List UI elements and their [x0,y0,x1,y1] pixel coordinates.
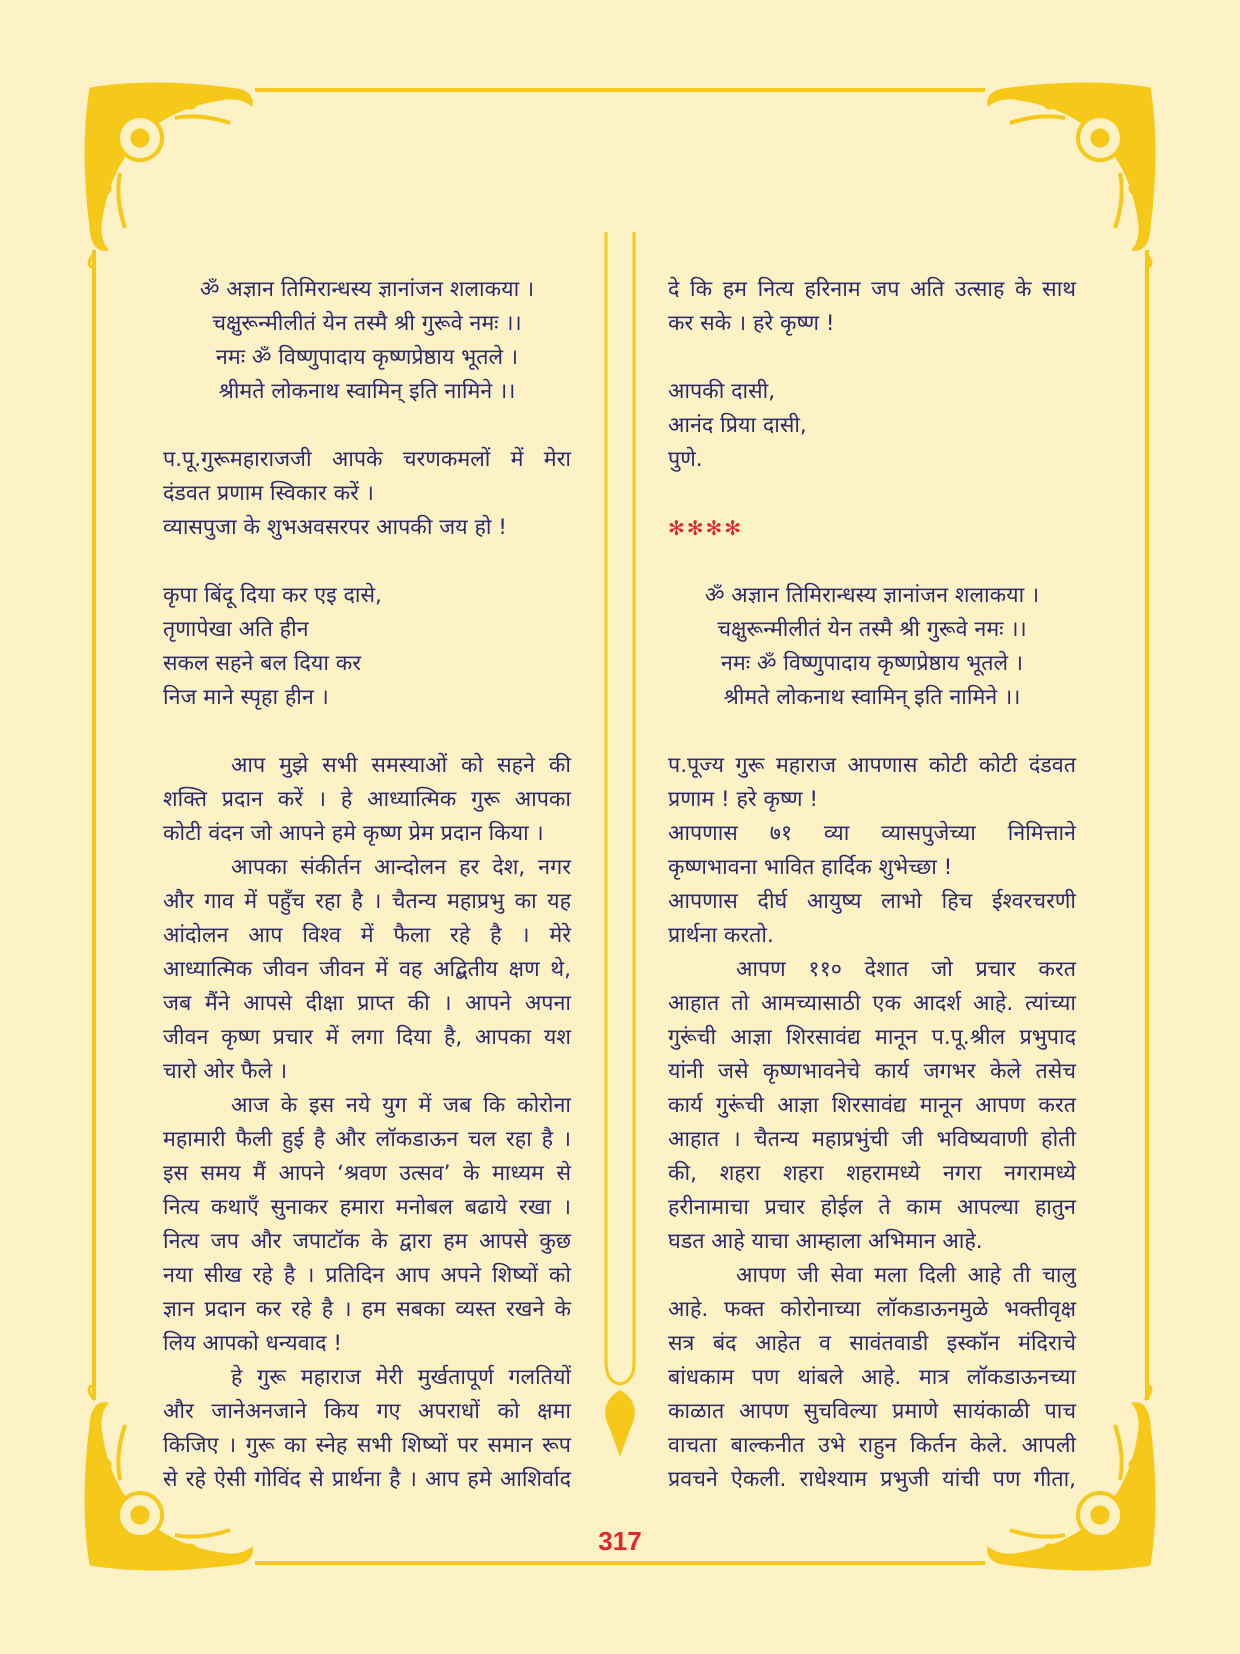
text-line: यांनी जसे कृष्णभावनेचे कार्य जगभर केले तसेच [668,1059,1076,1084]
shloka-verse [668,579,1076,715]
paragraph [163,1089,571,1361]
text-line: और जानेअनजाने किय गए अपराधों को क्षमा [163,1399,571,1424]
text-line: महामारी फैली हुई है और लॉकडाऊन चल रहा है । [163,1127,571,1152]
text-line: आपणास दीर्घ आयुष्य लाभो हिच ईश्वरचरणी [668,889,1076,914]
blank-line [668,477,1076,511]
blank-line [668,341,1076,375]
text-line: की, शहरा शहरा शहरामध्ये नगरा नगरामध्ये [668,1161,1076,1186]
text-line: आपकी दासी, [668,379,776,404]
text-line: आपण जी सेवा मला दिली आहे ती चालु [736,1263,1076,1288]
paragraph [668,749,1076,817]
top-border-line [255,88,985,92]
verse-block [163,579,571,715]
text-line: प्रणाम ! हरे कृष्ण ! [668,787,818,812]
blank-line [668,715,1076,749]
text-line: सत्र बंद आहेत व सावंतवाडी इस्कॉन मंदिराचे [668,1331,1076,1356]
text-line: ज्ञान प्रदान कर रहे है । हम सबका व्यस्त रखने के [163,1297,571,1322]
text-line: नित्य जप और जपाटॉक के द्वारा हम आपसे कुछ [163,1229,571,1254]
paragraph [668,885,1076,953]
text-line: आपका संकीर्तन आन्दोलन हर देश, नगर [231,855,571,880]
text-line: घडत आहे याचा आम्हाला अभिमान आहे. [668,1229,983,1254]
text-line: आपण ११० देशात जो प्रचार करत [736,957,1076,982]
text-line: हे गुरू महाराज मेरी मुर्खतापूर्ण गलतियों [231,1365,571,1390]
text-line: बांधकाम पण थांबले आहे. मात्र लॉकडाऊनच्या [668,1365,1076,1390]
blank-line [163,715,571,749]
page-number: 317 [598,1526,642,1556]
text-line: कार्य गुरूंची आज्ञा शिरसावंद्य मानून आपण करत [668,1093,1076,1118]
separator-stars: ✻✻✻✻ [668,516,744,540]
text-line: आध्यात्मिक जीवन जीवन में वह अद्बितीय क्षण थे, [163,957,571,982]
text-line: गुरूंची आज्ञा शिरसावंद्य मानून प.पू.श्रील प्रभुपाद [668,1025,1076,1050]
text-line: इस समय मैं आपने ‘श्रवण उत्सव’ के माध्यम से [163,1161,571,1186]
paragraph [668,273,1076,341]
text-line: नमः ॐ विष्णुपादाय कृष्णप्रेष्ठाय भूतले । [720,651,1024,676]
text-line: तृणापेखा अति हीन [163,617,309,642]
text-line: शक्ति प्रदान करें । हे आध्यात्मिक गुरू आपका [163,787,571,812]
text-line: आप मुझे सभी समस्याओं को सहने की [231,753,571,778]
text-line: आहात तो आमच्यासाठी एक आदर्श आहे. त्यांच्या [668,991,1076,1016]
text-line: व्यासपुजा के शुभअवसरपर आपकी जय हो ! [163,515,507,540]
text-line: हरीनामाचा प्रचार होईल ते काम आपल्या हातुन [668,1195,1076,1220]
text-line: काळात आपण सुचविल्या प्रमाणे सायंकाळी पाच [668,1399,1076,1424]
text-line: दंडवत प्रणाम स्विकार करें । [163,481,374,506]
right-column [668,273,1076,1497]
text-line: श्रीमते लोकनाथ स्वामिन् इति नामिने ।। [218,379,516,404]
text-line: से रहे ऐसी गोविंद से प्रार्थना है । आप हमे आशिर्वाद [163,1467,571,1492]
shloka-verse [163,273,571,409]
text-line: निज माने स्पृहा हीन । [163,685,329,710]
text-line: दे कि हम नित्य हरिनाम जप अति उत्साह के साथ [668,277,1076,302]
text-line: नया सीख रहे है । प्रतिदिन आप अपने शिष्यों को [163,1263,571,1288]
bottom-border-line [255,1561,985,1565]
blank-line [668,545,1076,579]
blank-line [163,409,571,443]
text-line: कृपा बिंदू दिया कर एइ दासे, [163,583,382,608]
paragraph [163,511,571,545]
text-line: कोटी वंदन जो आपने हमे कृष्ण प्रेम प्रदान किया । [163,821,544,846]
text-line: वाचता बाल्कनीत उभे राहुन किर्तन केले. आपली [668,1433,1076,1458]
text-line: प्रार्थना करतो. [668,923,774,948]
text-line: नमः ॐ विष्णुपादाय कृष्णप्रेष्ठाय भूतले । [215,345,519,370]
verse-block [668,375,1076,477]
left-border-line [92,250,96,1400]
right-border-line [1145,250,1149,1400]
text-line: आपणास ७१ व्या व्यासपुजेच्या निमित्ताने [668,821,1076,846]
paragraph [668,1259,1076,1497]
text-line: जब मैंने आपसे दीक्षा प्राप्त की । आपने अपना [163,991,571,1016]
section-separator [668,511,1076,545]
paragraph [668,953,1076,1259]
text-line: लिय आपको धन्यवाद ! [163,1331,342,1356]
paragraph [163,1361,571,1497]
left-column [163,273,571,1497]
text-line: प.पू.गुरूमहाराजजी आपके चरणकमलों में मेरा [163,447,571,472]
text-line: सकल सहने बल दिया कर [163,651,362,676]
blank-line [163,545,571,579]
text-line: कर सके । हरे कृष्ण ! [668,311,835,336]
text-line: नित्य कथाएँ सुनाकर हमारा मनोबल बढाये रखा । [163,1195,571,1220]
text-line: और गाव में पहुँच रहा है । चैतन्य महाप्रभु का यह [163,889,571,914]
text-line: चक्षुरून्मीलीतं येन तस्मै श्री गुरूवे नमः ।। [717,617,1027,642]
paragraph [163,749,571,851]
text-line: किजिए । गुरू का स्नेह सभी शिष्यों पर समान रूप [163,1433,571,1458]
text-line: आहे. फक्त कोरोनाच्या लॉकडाऊनमुळे भक्तीवृक्ष [668,1297,1076,1322]
text-line: आंदोलन आप विश्व में फैला रहे है । मेरे [163,923,571,948]
text-line: आनंद प्रिया दासी, [668,413,807,438]
text-line: पुणे. [668,447,703,472]
corner-ornament-icon [80,78,270,268]
text-line: श्रीमते लोकनाथ स्वामिन् इति नामिने ।। [723,685,1021,710]
text-line: कृष्णभावना भावित हार्दिक शुभेच्छा ! [668,855,953,880]
paragraph [163,851,571,1089]
text-line: प.पूज्य गुरू महाराज आपणास कोटी कोटी दंडवत [668,753,1076,778]
text-line: ॐ अज्ञान तिमिरान्धस्य ज्ञानांजन शलाकया । [199,277,535,302]
paragraph [163,443,571,511]
paragraph [668,817,1076,885]
text-line: चक्षुरून्मीलीतं येन तस्मै श्री गुरूवे नमः ।। [212,311,522,336]
text-line: चारो ओर फैले । [163,1059,288,1084]
text-line: ॐ अज्ञान तिमिरान्धस्य ज्ञानांजन शलाकया । [704,583,1040,608]
text-line: आहात । चैतन्य महाप्रभुंची जी भविष्यवाणी होती [668,1127,1076,1152]
text-line: प्रवचने ऐकली. राधेश्याम प्रभुजी यांची पण गीता, [668,1467,1076,1492]
text-line: जीवन कृष्ण प्रचार में लगा दिया है, आपका यश [163,1025,571,1050]
teardrop-icon [605,1390,635,1457]
corner-ornament-icon [970,78,1160,268]
column-divider [595,232,645,1462]
text-line: आज के इस नये युग में जब कि कोरोना [231,1093,571,1118]
